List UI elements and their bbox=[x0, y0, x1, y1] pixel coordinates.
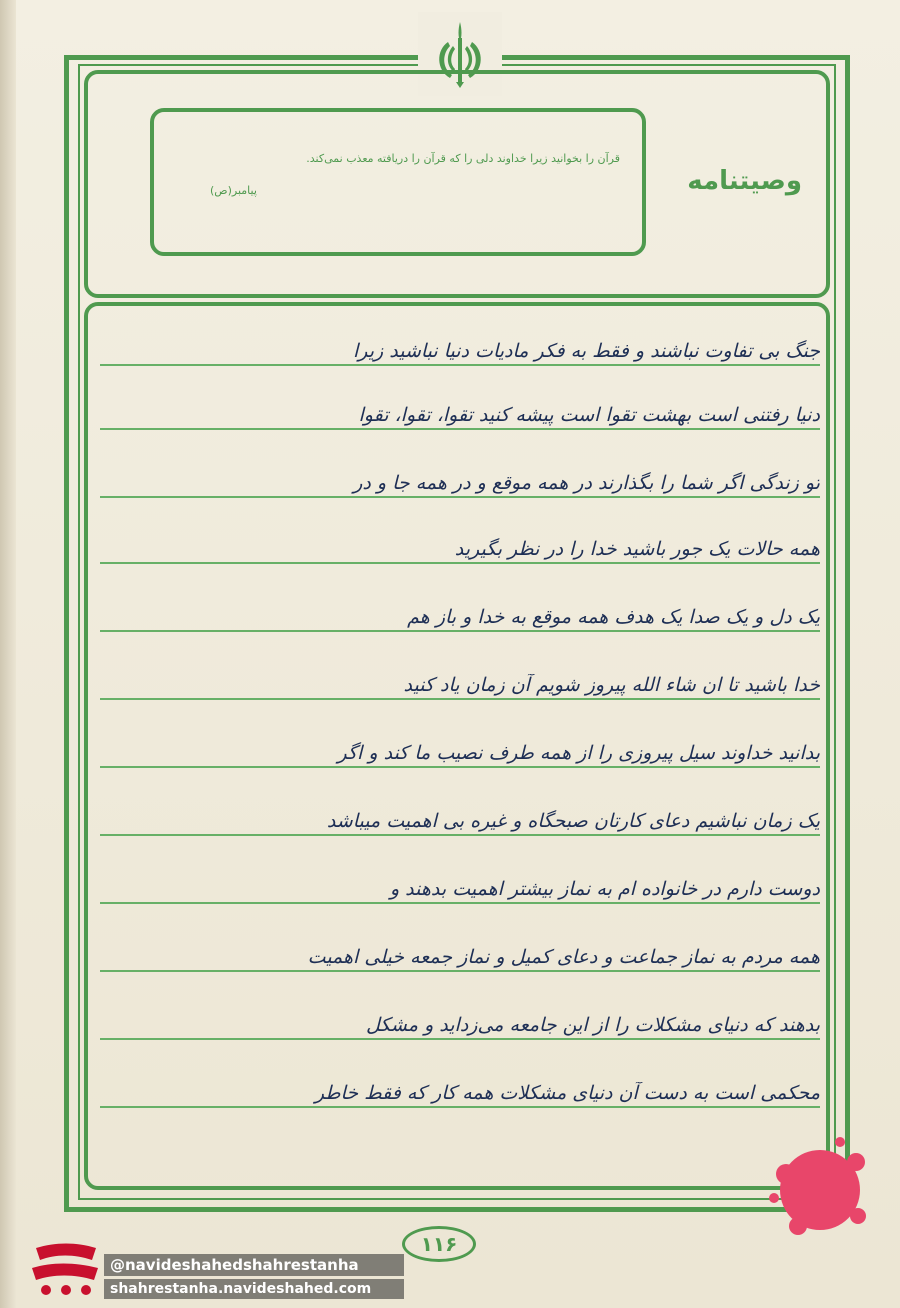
ruled-line bbox=[100, 902, 820, 904]
letter-line: جنگ بی تفاوت نباشند و فقط به فکر مادیات دنیا نباشید زیرا bbox=[353, 340, 820, 362]
page-number: ۱۱۶ bbox=[402, 1226, 476, 1262]
quote-text: قرآن را بخوانید زیرا خداوند دلی را که قرآن را دریافته معذب نمی‌کند. bbox=[306, 152, 620, 165]
ruled-line bbox=[100, 1038, 820, 1040]
letter-line: بدهند که دنیای مشکلات را از این جامعه می‌زداید و مشکل bbox=[366, 1014, 820, 1036]
ruled-line bbox=[100, 428, 820, 430]
ruled-line bbox=[100, 496, 820, 498]
ruled-line bbox=[100, 698, 820, 700]
letter-line: یک زمان نباشیم دعای کارتان صبحگاه و غیره بی اهمیت میباشد bbox=[326, 810, 820, 832]
document-title: وصیتنامه bbox=[687, 166, 802, 196]
letter-line: خدا باشید تا ان شاء الله پیروز شویم آن زمان یاد کنید bbox=[403, 674, 820, 696]
red-ink-blot-icon bbox=[758, 1134, 878, 1248]
ruled-line bbox=[100, 562, 820, 564]
page-binding-edge bbox=[0, 0, 16, 1308]
ruled-line bbox=[100, 1106, 820, 1108]
quote-source: پیامبر(ص) bbox=[210, 184, 257, 197]
letter-line: دوست دارم در خانواده ام به نماز بیشتر اهمیت بدهند و bbox=[389, 878, 820, 900]
watermark-handle: @navideshahedshahrestanha bbox=[104, 1254, 404, 1276]
letter-line: محکمی است به دست آن دنیای مشکلات همه کار که فقط خاطر bbox=[314, 1082, 820, 1104]
quote-panel bbox=[150, 108, 646, 256]
letter-line: یک دل و یک صدا یک هدف همه موقع به خدا و باز هم bbox=[407, 606, 820, 628]
ruled-line bbox=[100, 364, 820, 366]
watermark-logo-icon bbox=[26, 1238, 104, 1298]
ruled-line bbox=[100, 630, 820, 632]
ruled-line bbox=[100, 970, 820, 972]
watermark-site: shahrestanha.navideshahed.com bbox=[104, 1279, 404, 1299]
letter-line: همه حالات یک جور باشید خدا را در نظر بگیرید bbox=[454, 538, 820, 560]
letter-line: همه مردم به نماز جماعت و دعای کمیل و نماز جمعه خیلی اهمیت bbox=[307, 946, 820, 968]
letter-line: دنیا رفتنی است بهشت تقوا است پیشه کنید تقوا، تقوا، تقوا bbox=[358, 404, 820, 426]
ruled-line bbox=[100, 834, 820, 836]
letter-line: بدانید خداوند سیل پیروزی را از همه طرف نصیب ما کند و اگر bbox=[337, 742, 820, 764]
letter-line: تو زندگی اگر شما را بگذارند در همه موقع و در همه جا و در bbox=[353, 472, 820, 494]
ruled-line bbox=[100, 766, 820, 768]
